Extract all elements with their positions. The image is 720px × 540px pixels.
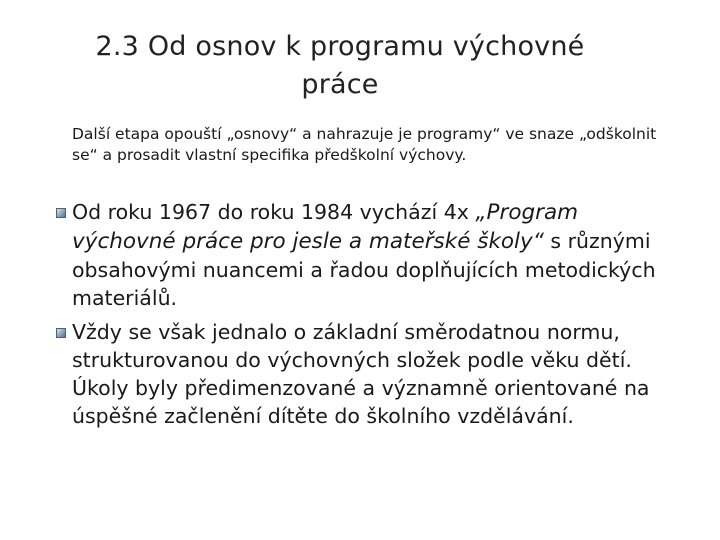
- bullet-item-1: [56, 198, 686, 312]
- square-bullet-icon: [56, 328, 66, 338]
- slide-title: [40, 28, 640, 104]
- square-bullet-icon: [56, 208, 66, 218]
- bullet-text-2: Vždy se však jednalo o základní směrodatnou normu, strukturovanou do výchovných složek podle věku dětí. Úkoly byly předimenzované a významně orientované na úspěšné začlenění dítěte do školního vzdělávání.: [72, 320, 650, 428]
- slide-title-line-2: práce: [301, 69, 379, 100]
- bullet-1-text-before: Od roku 1967 do roku 1984 vychází 4x: [72, 200, 476, 224]
- bullet-1-text-after: s různými obsahovými nuancemi a řadou doplňujících metodických materiálů.: [72, 229, 656, 310]
- slide-title-line-1: 2.3 Od osnov k programu výchovné: [95, 31, 585, 62]
- bullet-text-1: [72, 198, 686, 312]
- bullet-item-2: [56, 318, 686, 430]
- bullet-1-program-title: „Program výchovné práce pro jesle a mateřské školy“: [72, 200, 579, 254]
- intro-paragraph: Další etapa opouští „osnovy“ a nahrazuje je programy“ ve snaze „odškolnit se“ a prosadit vlastní specifika předškolní výchovy.: [72, 125, 657, 164]
